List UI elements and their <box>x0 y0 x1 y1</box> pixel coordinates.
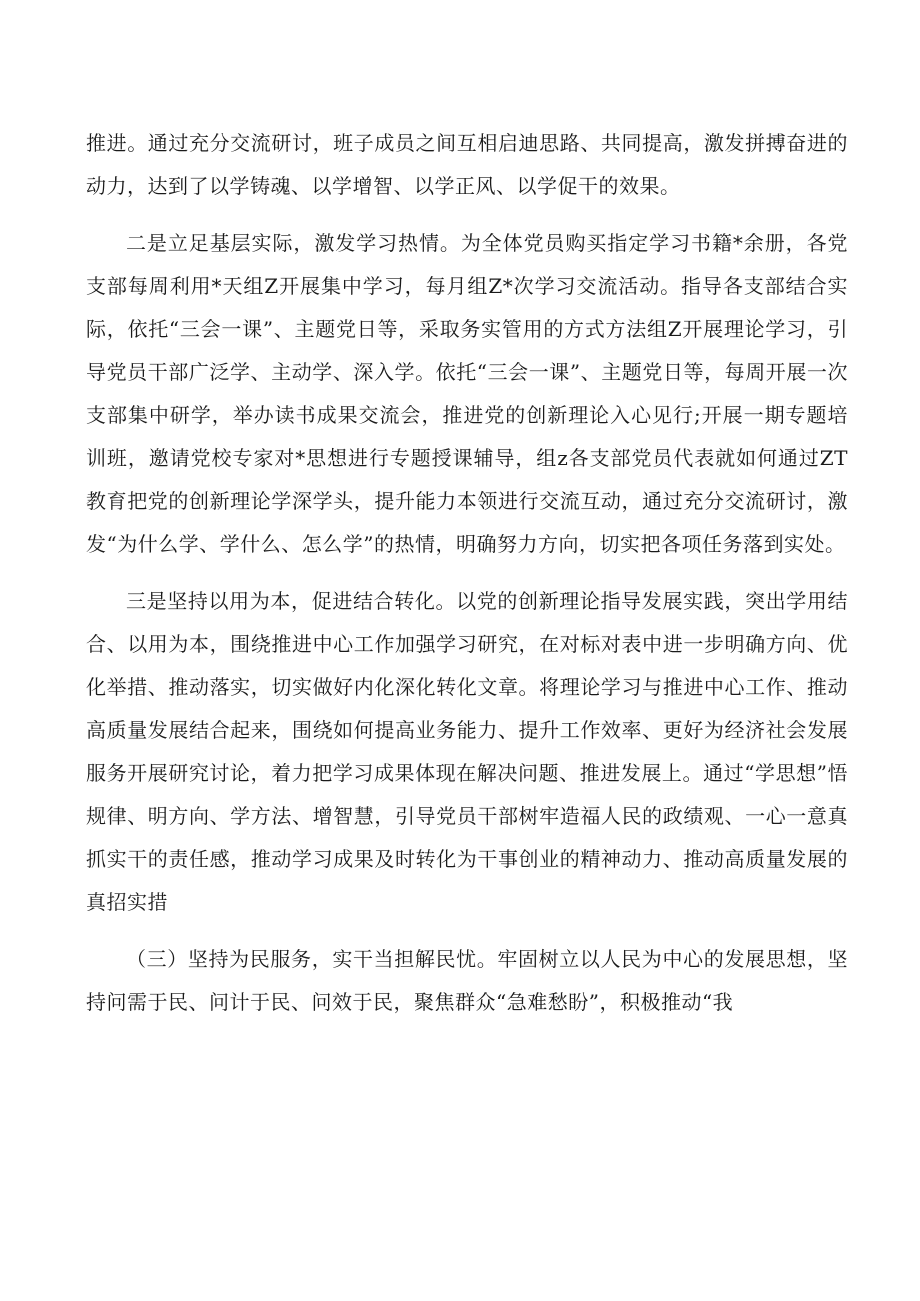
paragraph-2: 二是立足基层实际，激发学习热情。为全体党员购买指定学习书籍*余册，各党支部每周利用*天组Z开展集中学习，每月组Z*次学习交流活动。指导各支部结合实际，依托“三会一课”、主题党日等，采取务实管用的方式方法组Z开展理论学习，引导党员干部广泛学、主动学、深入学。依托“三会一课”、主题党日等，每周开展一次支部集中研学，举办读书成果交流会，推进党的创新理论入心见行;开展一期专题培训班，邀请党校专家对*思想进行专题授课辅导，组z各支部党员代表就如何通过ZT教育把党的创新理论学深学头，提升能力本领进行交流互动，通过充分交流研讨，激发“为什么学、学什么、怎么学”的热情，明确努力方向，切实把各项任务落到实处。 <box>86 231 848 556</box>
paragraph-3: 三是坚持以用为本，促进结合转化。以党的创新理论指导发展实践，突出学用结合、以用为本，围绕推进中心工作加强学习研究，在对标对表中进一步明确方向、优化举措、推动落实，切实做好内化深化转化文章。将理论学习与推进中心工作、推动高质量发展结合起来，围绕如何提高业务能力、提升工作效率、更好为经济社会发展服务开展研究讨论，着力把学习成果体现在解决问题、推进发展上。通过“学思想”悟规律、明方向、学方法、增智慧，引导党员干部树牢造福人民的政绩观、一心一意真抓实干的责任感，推动学习成果及时转化为干事创业的精神动力、推动高质量发展的真招实措 <box>86 589 848 914</box>
paragraph-4: （三）坚持为民服务，实干当担解民忧。牢固树立以人民为中心的发展思想，坚持问需于民、问计于民、问效于民，聚焦群众“急难愁盼”，积极推动“我 <box>86 947 848 1014</box>
paragraph-1: 推进。通过充分交流研讨，班子成员之间互相启迪思路、共同提高，激发拼搏奋进的动力，达到了以学铸魂、以学增智、以学正风、以学促干的效果。 <box>86 131 848 198</box>
document-body <box>86 122 848 1024</box>
